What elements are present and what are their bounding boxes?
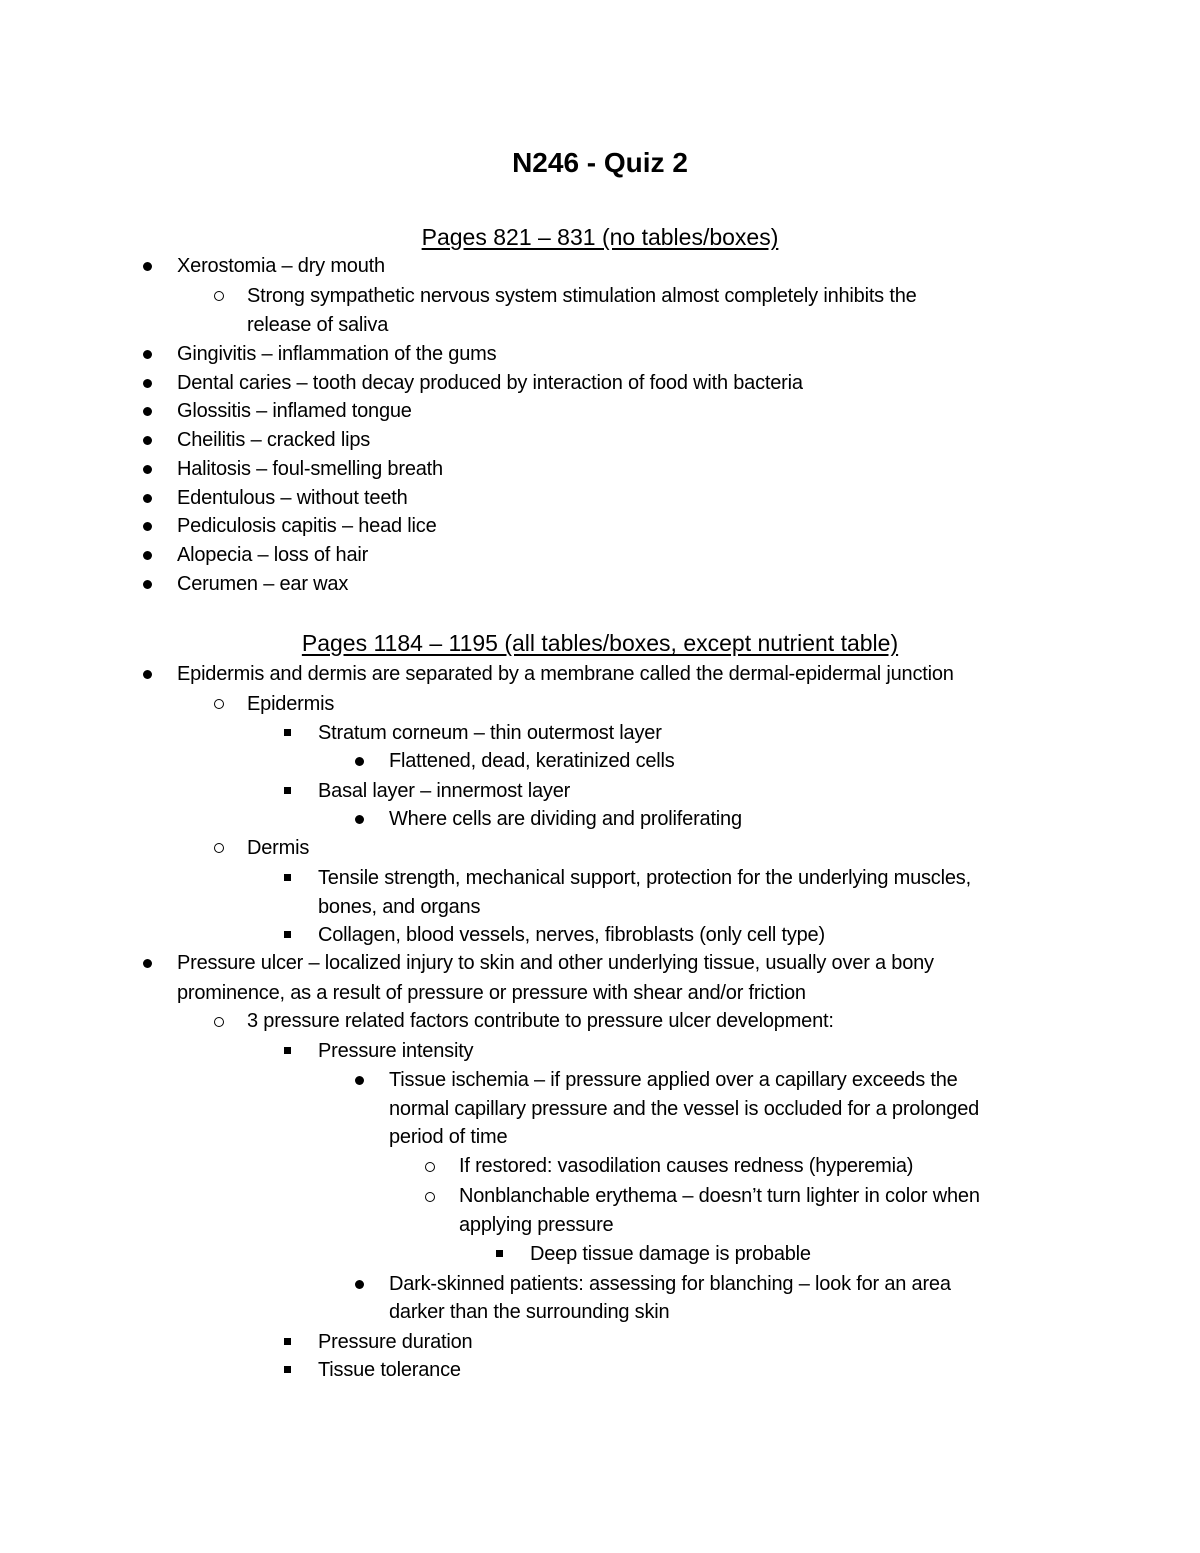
list-item: Tissue ischemia – if pressure applied over a capillary exceeds the	[389, 1069, 958, 1091]
list-item: Cerumen – ear wax	[177, 573, 349, 595]
list-item: Dental caries – tooth decay produced by interaction of food with bacteria	[177, 372, 803, 394]
list-item: Nonblanchable erythema – doesn’t turn lighter in color when	[459, 1185, 980, 1207]
list-item: Basal layer – innermost layer	[318, 780, 571, 802]
bullet-dot-icon	[143, 494, 152, 503]
list-item: Deep tissue damage is probable	[530, 1243, 811, 1265]
bullet-dot-icon	[143, 407, 152, 416]
list-item: Epidermis and dermis are separated by a membrane called the dermal-epidermal junction	[177, 663, 954, 685]
bullet-circle-icon	[214, 291, 224, 301]
document-title: N246 - Quiz 2	[512, 147, 688, 178]
list-item: Pediculosis capitis – head lice	[177, 515, 437, 537]
bullet-dot-icon	[355, 1076, 364, 1085]
list-item: Stratum corneum – thin outermost layer	[318, 722, 662, 744]
bullet-dot-icon	[355, 757, 364, 766]
list-item: Collagen, blood vessels, nerves, fibroblasts (only cell type)	[318, 924, 825, 946]
list-item: Gingivitis – inflammation of the gums	[177, 343, 497, 365]
list-item-continuation: normal capillary pressure and the vessel is occluded for a prolonged	[389, 1098, 980, 1120]
section-heading-pages-1184-1195: Pages 1184 – 1195 (all tables/boxes, except nutrient table)	[301, 630, 899, 656]
list-item-continuation: period of time	[389, 1126, 508, 1148]
list-item-continuation: prominence, as a result of pressure or pressure with shear and/or friction	[177, 982, 806, 1004]
list-item: Pressure duration	[318, 1331, 473, 1353]
list-item-continuation: applying pressure	[459, 1214, 614, 1236]
bullet-square-icon	[284, 1366, 291, 1373]
bullet-square-icon	[284, 1338, 291, 1345]
bullet-dot-icon	[355, 815, 364, 824]
list-item: If restored: vasodilation causes redness (hyperemia)	[459, 1155, 914, 1177]
bullet-circle-icon	[214, 699, 224, 709]
bullet-square-icon	[496, 1250, 503, 1257]
list-item: Alopecia – loss of hair	[177, 544, 369, 566]
list-item: Tensile strength, mechanical support, protection for the underlying muscles,	[318, 867, 971, 889]
list-item: Where cells are dividing and proliferating	[389, 808, 742, 830]
bullet-circle-icon	[214, 843, 224, 853]
list-item: Edentulous – without teeth	[177, 487, 408, 509]
list-item: Pressure ulcer – localized injury to skin and other underlying tissue, usually over a bony	[177, 952, 934, 974]
list-item: Pressure intensity	[318, 1040, 474, 1062]
bullet-dot-icon	[143, 262, 152, 271]
bullet-circle-icon	[425, 1162, 435, 1172]
list-item: Tissue tolerance	[318, 1359, 461, 1381]
list-item: Halitosis – foul-smelling breath	[177, 458, 443, 480]
bullet-square-icon	[284, 729, 291, 736]
bullet-dot-icon	[143, 350, 152, 359]
bullet-dot-icon	[143, 379, 152, 388]
list-item-continuation: release of saliva	[247, 314, 389, 336]
bullet-dot-icon	[143, 551, 152, 560]
bullet-square-icon	[284, 874, 291, 881]
list-item: Xerostomia – dry mouth	[177, 255, 385, 277]
bullet-dot-icon	[355, 1280, 364, 1289]
list-item: Glossitis – inflamed tongue	[177, 400, 412, 422]
list-item: 3 pressure related factors contribute to pressure ulcer development:	[247, 1010, 834, 1032]
list-item: Dark-skinned patients: assessing for blanching – look for an area	[389, 1273, 951, 1295]
list-item: Dermis	[247, 837, 310, 859]
list-item-continuation: darker than the surrounding skin	[389, 1301, 670, 1323]
list-item: Cheilitis – cracked lips	[177, 429, 371, 451]
section-heading-pages-821-831: Pages 821 – 831 (no tables/boxes)	[421, 224, 779, 250]
list-item: Strong sympathetic nervous system stimulation almost completely inhibits the	[247, 285, 917, 307]
list-item: Epidermis	[247, 693, 335, 715]
bullet-circle-icon	[214, 1017, 224, 1027]
bullet-dot-icon	[143, 522, 152, 531]
bullet-square-icon	[284, 787, 291, 794]
bullet-dot-icon	[143, 436, 152, 445]
bullet-dot-icon	[143, 670, 152, 679]
bullet-square-icon	[284, 1047, 291, 1054]
list-item-continuation: bones, and organs	[318, 896, 481, 918]
bullet-dot-icon	[143, 959, 152, 968]
bullet-circle-icon	[425, 1192, 435, 1202]
bullet-dot-icon	[143, 465, 152, 474]
bullet-dot-icon	[143, 580, 152, 589]
list-item: Flattened, dead, keratinized cells	[389, 750, 675, 772]
bullet-square-icon	[284, 931, 291, 938]
